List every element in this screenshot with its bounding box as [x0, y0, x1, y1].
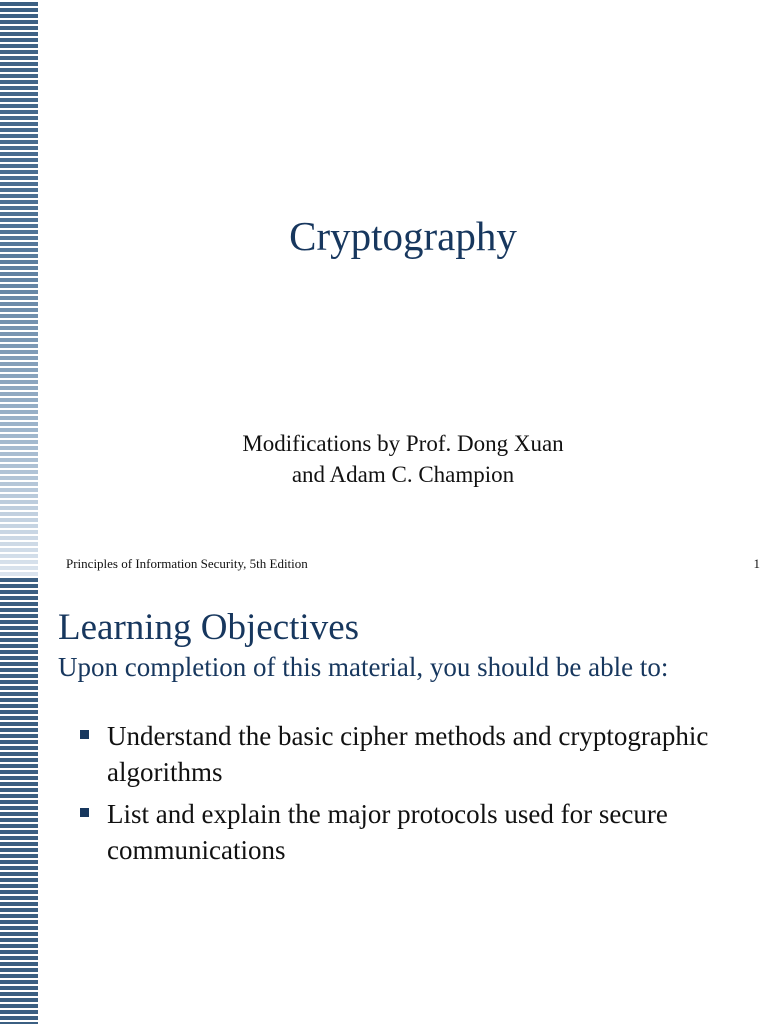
- slide-subheading: Upon completion of this material, you should be able to:: [58, 652, 669, 682]
- slide-subtitle: [38, 428, 768, 490]
- bullet-item: [80, 718, 750, 790]
- decorative-stripe: [0, 576, 38, 1024]
- subtitle-line-1: Modifications by Prof. Dong Xuan: [242, 431, 564, 456]
- square-bullet-icon: [80, 808, 89, 817]
- slide-2: [0, 576, 768, 1024]
- bullet-list: [80, 718, 750, 874]
- slide-heading: Learning Objectives: [58, 607, 360, 648]
- square-bullet-icon: [80, 730, 89, 739]
- slide-title: Cryptography: [289, 213, 517, 259]
- bullet-text: Understand the basic cipher methods and cryptographic algorithms: [107, 721, 709, 787]
- slide-footer: Principles of Information Security, 5th Edition: [66, 556, 308, 571]
- page-number: 1: [753, 556, 760, 571]
- subtitle-line-2: and Adam C. Champion: [291, 462, 515, 487]
- bullet-text: List and explain the major protocols used for secure communications: [107, 799, 668, 865]
- decorative-stripe: [0, 0, 38, 576]
- bullet-item: [80, 796, 750, 868]
